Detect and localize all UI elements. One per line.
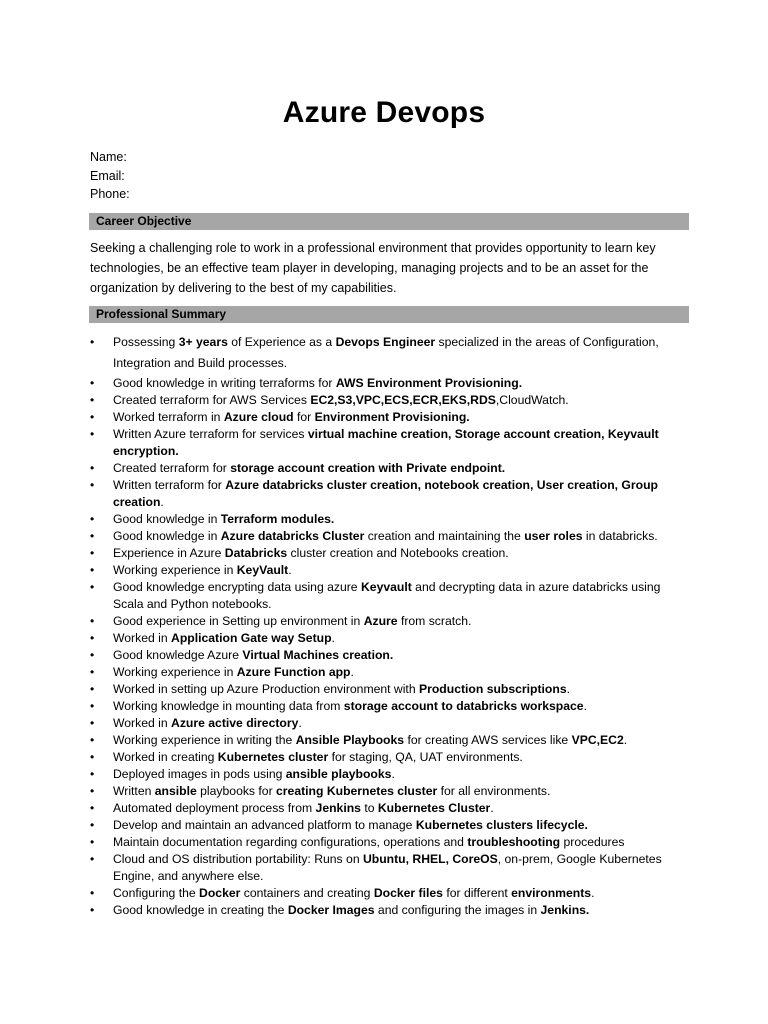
bullet-icon: • [90, 410, 95, 424]
bullet-icon: • [90, 648, 95, 662]
summary-item [90, 511, 690, 528]
bullet-icon: • [90, 682, 95, 696]
text: . [583, 699, 587, 713]
contact-block [90, 148, 130, 204]
summary-item [90, 562, 690, 579]
bold-text: Jenkins [315, 801, 361, 815]
bold-text: storage account creation with Private endpoint. [230, 461, 506, 475]
text: . [391, 767, 395, 781]
bold-text: creating Kubernetes cluster [276, 784, 438, 798]
bold-text: Azure cloud [223, 410, 294, 424]
text: cluster creation and Notebooks creation. [287, 546, 509, 560]
bold-text: Devops Engineer [335, 335, 436, 349]
summary-item [90, 885, 690, 902]
bullet-icon: • [90, 478, 95, 492]
bullet-icon: • [90, 835, 95, 849]
text: containers and creating [240, 886, 374, 900]
text: for [293, 410, 315, 424]
text: Good knowledge encrypting data using azure [113, 580, 361, 594]
summary-item [90, 766, 690, 783]
summary-item [90, 579, 690, 613]
text: . [591, 886, 595, 900]
bold-text: Docker files [373, 886, 443, 900]
bullet-icon: • [90, 563, 95, 577]
bold-text: EC2,S3,VPC,ECS,ECR,EKS,RDS [310, 393, 496, 407]
document-title: Azure Devops [282, 96, 486, 129]
bullet-icon: • [90, 767, 95, 781]
text: for creating AWS services like [404, 733, 572, 747]
text: Maintain documentation regarding configurations, operations and [113, 835, 468, 849]
bold-text: ansible playbooks [285, 767, 392, 781]
bullet-icon: • [90, 427, 95, 441]
text: creation and maintaining the [364, 529, 525, 543]
text: Working experience in [113, 665, 237, 679]
bold-text: Kubernetes Cluster [377, 801, 491, 815]
text: Written Azure terraform for services [113, 427, 308, 441]
text: Experience in Azure [113, 546, 225, 560]
bold-text: VPC,EC2 [571, 733, 624, 747]
summary-item [90, 783, 690, 800]
bullet-icon: • [90, 818, 95, 832]
bold-text: Azure databricks cluster creation, notebook creation, User creation, Group creation [113, 478, 658, 509]
text: Worked in [113, 631, 172, 645]
professional-summary-list [90, 332, 690, 919]
text: Created terraform for [113, 461, 231, 475]
text: . [490, 801, 494, 815]
text: procedures [560, 835, 625, 849]
summary-item [90, 477, 690, 511]
text: Good experience in Setting up environment in [113, 614, 364, 628]
bullet-icon: • [90, 903, 95, 917]
text: Deployed images in pods using [113, 767, 286, 781]
bold-text: Ubuntu, RHEL, CoreOS [362, 852, 498, 866]
text: . [298, 716, 302, 730]
bold-text: storage account to databricks workspace [343, 699, 584, 713]
bullet-icon: • [90, 335, 95, 349]
name-label: Name: [90, 150, 127, 164]
summary-item [90, 715, 690, 732]
bullet-icon: • [90, 699, 95, 713]
text: . [288, 563, 292, 577]
text: of Experience as a [227, 335, 336, 349]
bold-text: Kubernetes cluster [217, 750, 329, 764]
text: Good knowledge in [113, 512, 221, 526]
text: to [360, 801, 378, 815]
phone-label: Phone: [90, 187, 130, 201]
bold-text: Azure Function app [236, 665, 351, 679]
bullet-icon: • [90, 852, 95, 866]
bullet-icon: • [90, 784, 95, 798]
text: Working knowledge in mounting data from [113, 699, 344, 713]
summary-item [90, 647, 690, 664]
summary-item [90, 332, 690, 373]
bold-text: troubleshooting [467, 835, 561, 849]
professional-summary-heading: Professional Summary [89, 306, 689, 323]
text: Worked terraform in [113, 410, 224, 424]
text: Good knowledge in [113, 529, 221, 543]
text: Configuring the [113, 886, 200, 900]
text: Working experience in writing the [113, 733, 296, 747]
text: Develop and maintain an advanced platform to manage [113, 818, 416, 832]
bold-text: Docker Images [287, 903, 375, 917]
text: ,CloudWatch. [495, 393, 569, 407]
summary-item [90, 698, 690, 715]
bullet-icon: • [90, 546, 95, 560]
bold-text: Production subscriptions [418, 682, 567, 696]
text: Good knowledge in creating the [113, 903, 288, 917]
summary-item [90, 749, 690, 766]
bold-text: AWS Environment Provisioning. [335, 376, 523, 390]
bold-text: Azure databricks Cluster [220, 529, 365, 543]
text: Written [113, 784, 155, 798]
bullet-icon: • [90, 750, 95, 764]
bullet-icon: • [90, 512, 95, 526]
summary-item [90, 732, 690, 749]
text: Good knowledge Azure [113, 648, 243, 662]
text: Written terraform for [113, 478, 226, 492]
career-objective-text: Seeking a challenging role to work in a professional environment that provides opportunity to learn key technologies, be an effective team player in developing, managing projects and to be an asset for the organization by delivering to the best of my capabilities. [90, 241, 656, 295]
bold-text: Kubernetes clusters lifecycle. [415, 818, 588, 832]
bold-text: Docker [199, 886, 241, 900]
bullet-icon: • [90, 631, 95, 645]
text: Working experience in [113, 563, 237, 577]
bold-text: Azure [363, 614, 398, 628]
bold-text: Environment Provisioning. [314, 410, 470, 424]
summary-item [90, 460, 690, 477]
text: . [350, 665, 354, 679]
summary-item [90, 664, 690, 681]
text: Worked in creating [113, 750, 218, 764]
text: Created terraform for AWS Services [113, 393, 311, 407]
bullet-icon: • [90, 376, 95, 390]
email-label: Email: [90, 168, 125, 183]
text: Worked in [113, 716, 172, 730]
bold-text: environments [511, 886, 592, 900]
text: in databricks. [582, 529, 658, 543]
text: from scratch. [397, 614, 472, 628]
text: and decrypting data in azure databricks using Scala and Python notebooks. [113, 580, 661, 611]
summary-item [90, 851, 690, 885]
bullet-icon: • [90, 614, 95, 628]
bullet-icon: • [90, 580, 95, 594]
bold-text: user roles [524, 529, 583, 543]
bold-text: Azure active directory [171, 716, 299, 730]
text: Automated deployment process from [113, 801, 316, 815]
bold-text: Virtual Machines creation. [242, 648, 394, 662]
bold-text: virtual machine creation, Storage account creation, Keyvault encryption. [113, 427, 659, 458]
summary-item [90, 392, 690, 409]
text: . [623, 733, 628, 747]
summary-item [90, 426, 690, 460]
bold-text: Jenkins. [540, 903, 590, 917]
bullet-icon: • [90, 733, 95, 747]
summary-item [90, 902, 690, 919]
summary-item [90, 800, 690, 817]
text: and configuring the images in [374, 903, 541, 917]
summary-item [90, 817, 690, 834]
text: specialized in the areas of Configuration, Integration and Build processes. [113, 335, 659, 370]
summary-item [90, 409, 690, 426]
bullet-icon: • [90, 529, 95, 543]
summary-item [90, 681, 690, 698]
text: Possessing [113, 335, 179, 349]
bold-text: Ansible Playbooks [295, 733, 405, 747]
bold-text: Application Gate way Setup [171, 631, 332, 645]
text: for different [442, 886, 512, 900]
bullet-icon: • [90, 461, 95, 475]
bold-text: Terraform modules. [220, 512, 335, 526]
career-objective-heading: Career Objective [89, 213, 689, 230]
text: . [160, 495, 164, 509]
summary-item [90, 545, 690, 562]
bold-text: Databricks [224, 546, 288, 560]
summary-item [90, 375, 690, 392]
bullet-icon: • [90, 716, 95, 730]
bold-text: Keyvault [360, 580, 412, 594]
text: Worked in setting up Azure Production environment with [113, 682, 419, 696]
bullet-icon: • [90, 886, 95, 900]
text: for all environments. [437, 784, 551, 798]
summary-item [90, 613, 690, 630]
text: Good knowledge in writing terraforms for [113, 376, 336, 390]
bullet-icon: • [90, 665, 95, 679]
bold-text: ansible [154, 784, 197, 798]
summary-item [90, 630, 690, 647]
bold-text: 3+ years [178, 335, 228, 349]
bullet-icon: • [90, 393, 95, 407]
text: , on-prem, Google Kubernetes Engine, and anywhere else. [113, 852, 662, 883]
bullet-icon: • [90, 801, 95, 815]
text: playbooks for [196, 784, 277, 798]
text: Cloud and OS distribution portability: Runs on [113, 852, 363, 866]
text: for staging, QA, UAT environments. [328, 750, 523, 764]
text: . [566, 682, 570, 696]
bold-text: KeyVault [236, 563, 289, 577]
text: . [331, 631, 335, 645]
summary-item [90, 528, 690, 545]
summary-item [90, 834, 690, 851]
